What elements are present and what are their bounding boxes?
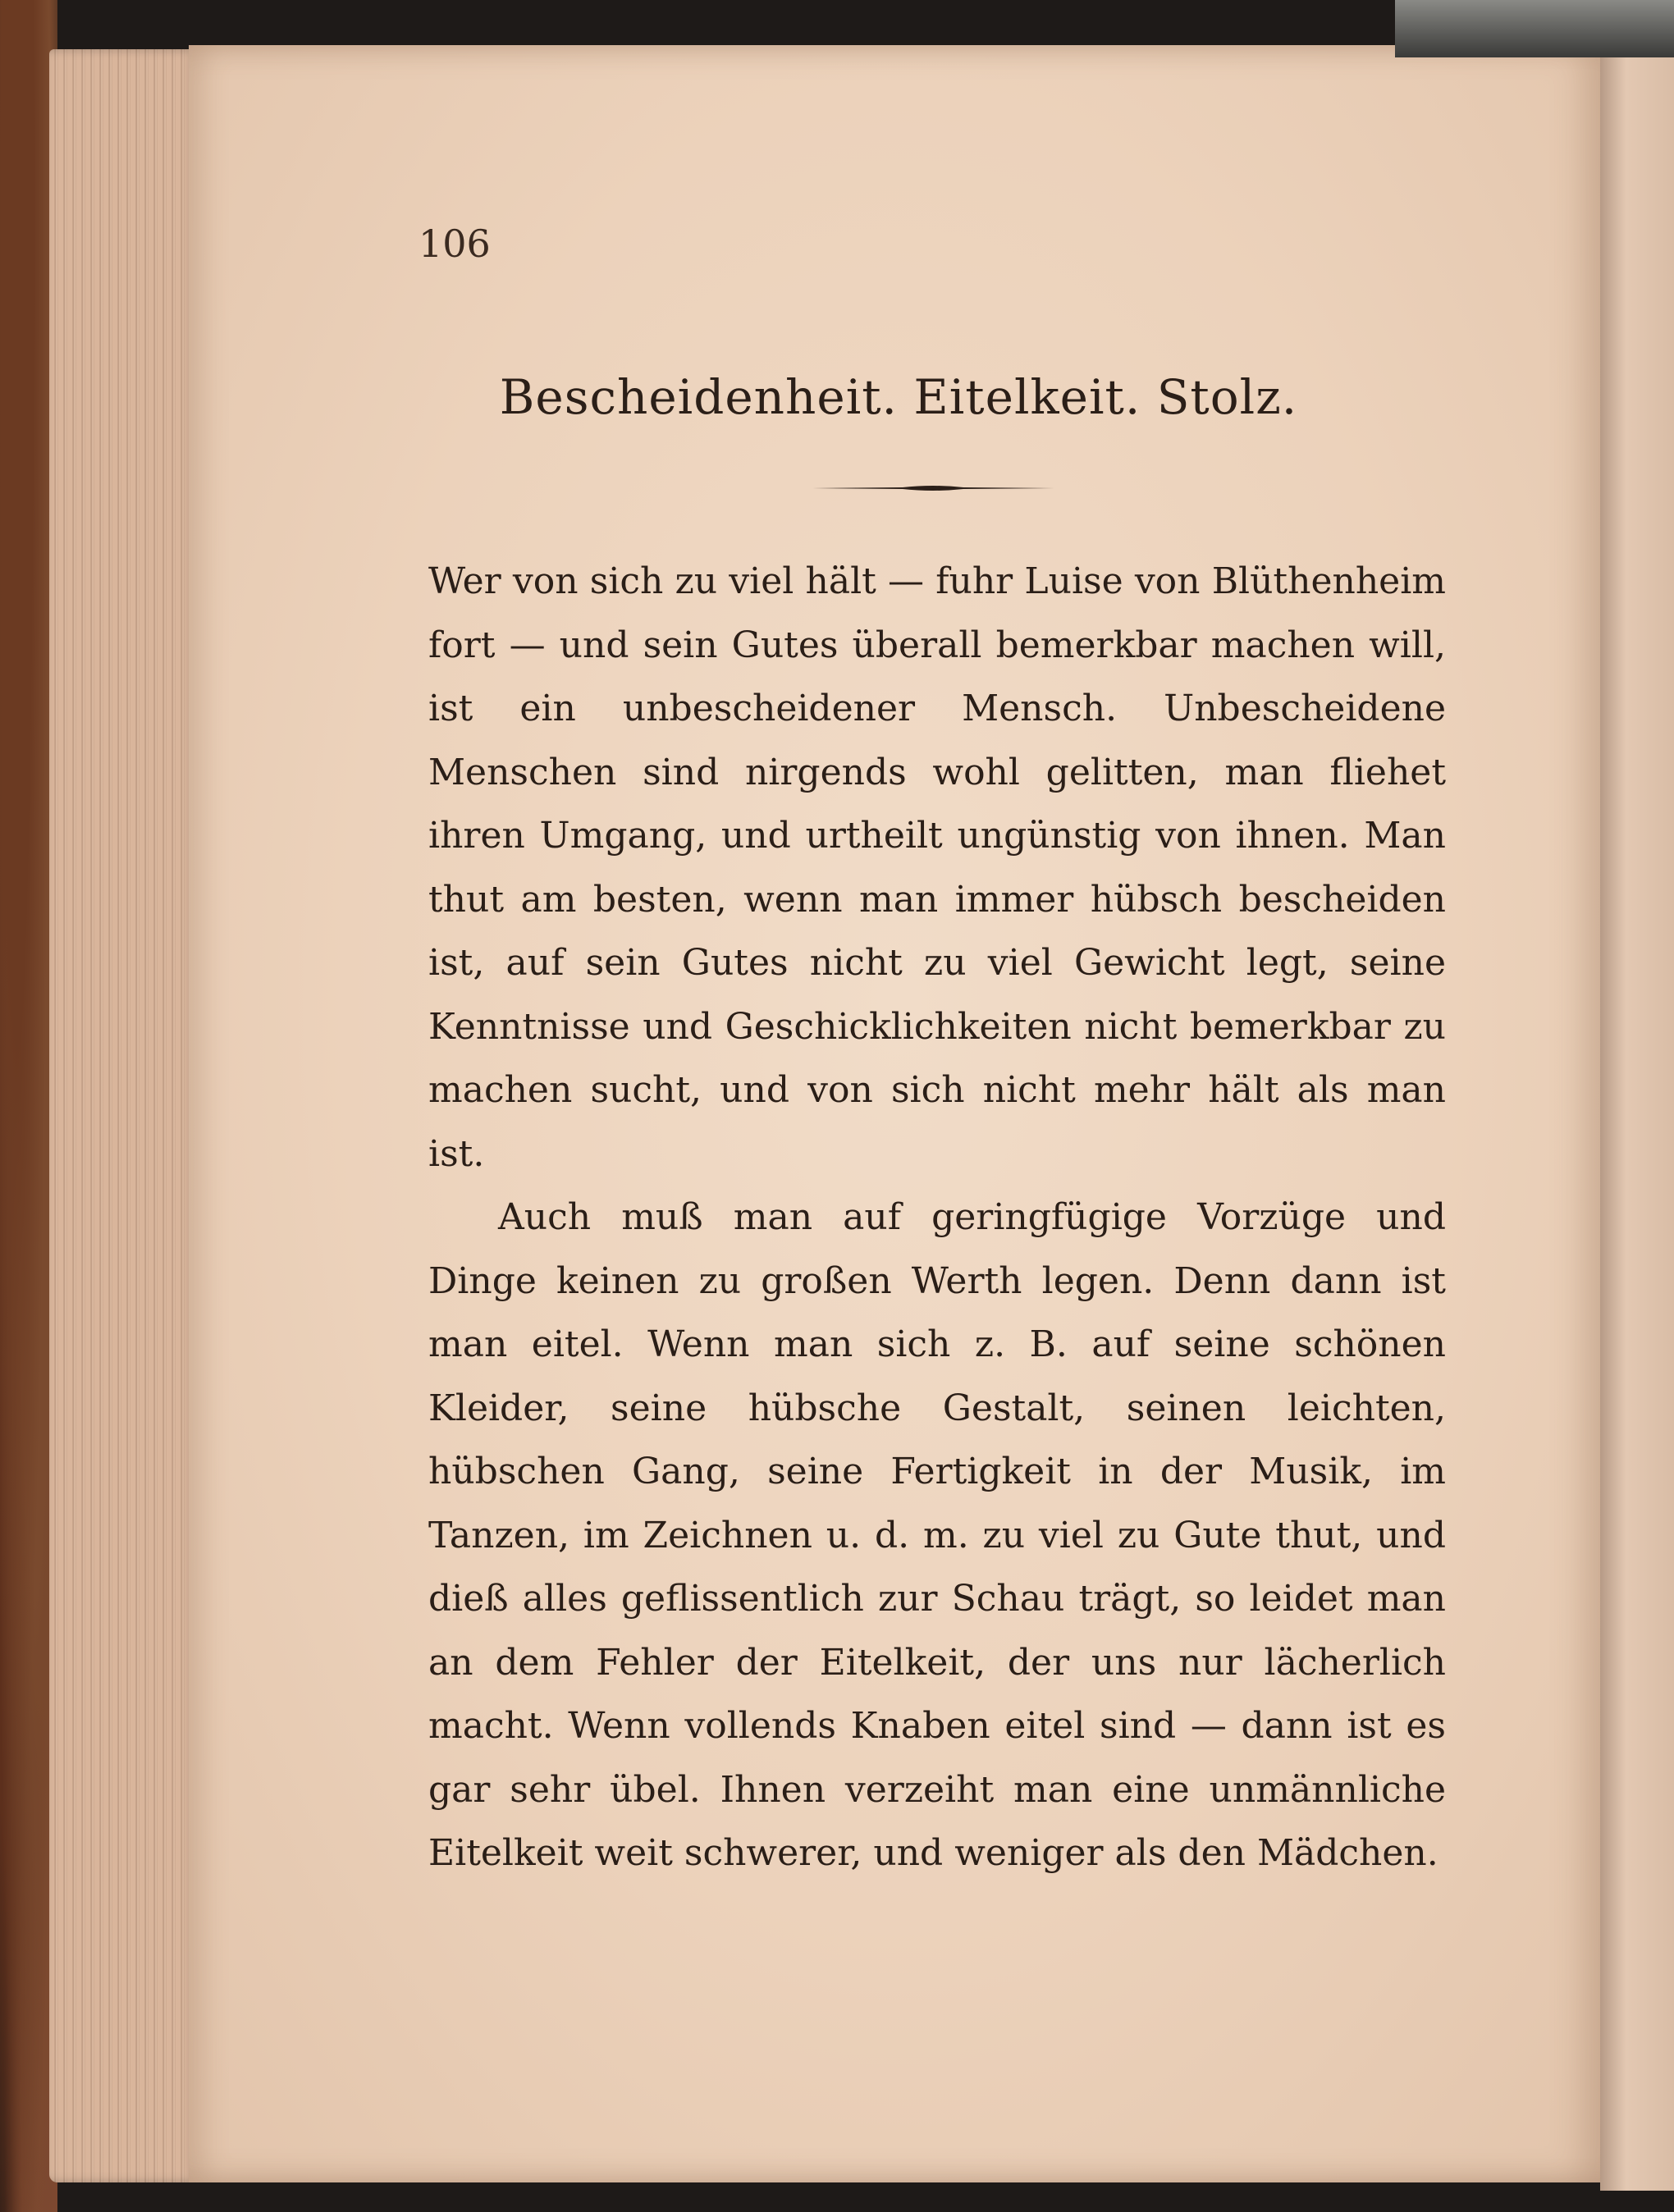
chapter-heading: Bescheidenheit. Eitelkeit. Stolz.	[499, 369, 1298, 425]
page-edges	[49, 49, 197, 2182]
facing-page-edge	[1600, 49, 1674, 2191]
page-number: 106	[418, 222, 491, 266]
background-strip	[1395, 0, 1674, 57]
decorative-rule	[812, 484, 1054, 492]
paragraph-2: Auch muß man auf geringfügige Vorzüge und Dinge keinen zu großen Werth legen. Denn dann ist man eitel. Wenn man sich z. B. auf seine schönen Kleider, seine hübsche Gestalt, seinen leichten, hübschen Gang, seine Fertigkeit in der Musik, im Tanzen, im Zeichnen u. d. m. zu viel zu Gute thut, und dieß alles geflissentlich zur Schau trägt, so leidet man an dem Fehler der Eitelkeit, der uns nur lächerlich macht. Wenn vollends Knaben eitel sind — dann ist es gar sehr übel. Ihnen verzeiht man eine unmännliche Eitelkeit weit schwerer, und weniger als den Mädchen.	[428, 1196, 1446, 1874]
body-text	[428, 550, 1446, 1885]
paragraph-1: Wer von sich zu viel hält — fuhr Luise von Blüthenheim fort — und sein Gutes überall bemerkbar machen will, ist ein unbescheidener Mensch. Unbescheidene Menschen sind nirgends wohl gelitten, man fliehet ihren Umgang, und urtheilt ungünstig von ihnen. Man thut am besten, wenn man immer hübsch bescheiden ist, auf sein Gutes nicht zu viel Gewicht legt, seine Kenntnisse und Geschicklichkeiten nicht bemerkbar zu machen sucht, und von sich nicht mehr hält als man ist.	[428, 560, 1446, 1175]
